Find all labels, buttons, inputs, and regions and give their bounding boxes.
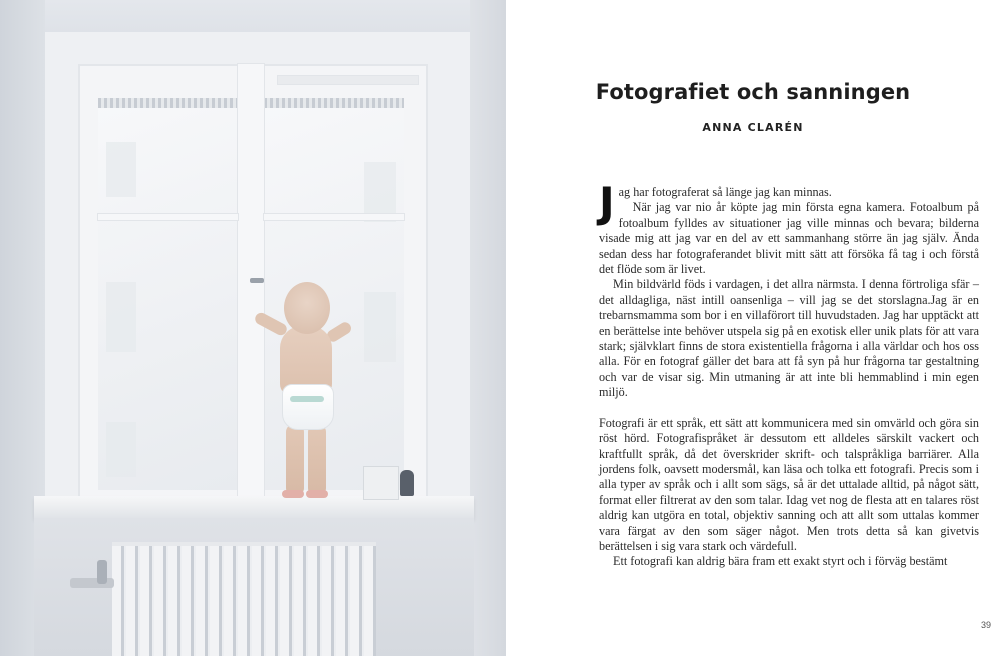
window-handle (250, 278, 264, 283)
paragraph-5: Ett fotografi kan aldrig bära fram ett exakt styrt och i förväg bestämt (613, 554, 948, 569)
baby-head (284, 282, 330, 334)
drop-cap: J (599, 178, 615, 227)
window-latch-bar (278, 76, 418, 84)
paragraph-1-text: ag har fotograferat så länge jag kan minnas. (618, 185, 832, 199)
baby-leg-right (308, 424, 326, 496)
baby-leg-left (286, 424, 304, 496)
paragraph-3: Min bildvärld föds i vardagen, i det allra närmsta. I denna förtroliga sfär – det alldagliga, näst intill oansenliga – vill jag se det storslagna.Jag är en trebarnsmamma som bor i en villaförort till huvudstaden. Jag har upptäckt att en berättelse inte behöver utspela sig på en exotisk eller unik plats för att vara stark; självklart finns de stora existentiella frågorna i alla världar och hos oss alla. För en fotograf gäller det bara att få syn på hur frågorna tar gestaltning och var de visar sig. Min utmaning är att inte bli hemmablind i min egen miljö. (599, 277, 979, 400)
paragraph-2: När jag var nio år köpte jag min första egna kamera. Fotoalbum på fotoalbum fylldes av situationer jag ville minnas och bevara; bilderna visade mig att jag var en del av ett sammanhang större än jag själv. Ända sedan dess har fotograferandet blivit mitt sätt att försöka få tag i och förstå det flöde som är livet. (599, 200, 979, 277)
window-sill (34, 496, 474, 518)
window-transom-right (264, 214, 404, 220)
window-frame (78, 64, 428, 500)
paragraph-1 (599, 178, 979, 227)
figurine (400, 470, 414, 496)
article-body (599, 178, 979, 570)
diaper-band (290, 396, 324, 402)
wall-right (470, 0, 506, 656)
page-number: 39 (981, 620, 992, 630)
baby-diaper (282, 384, 334, 430)
radiator (112, 542, 376, 656)
article-author: ANNA CLARÉN (702, 121, 804, 134)
paragraph-4: Fotografi är ett språk, ett sätt att kommunicera med sin omvärld och göra sin röst hörd. Fotografispråket är dessutom ett alldeles särskilt vackert och kraftfullt språk, då det överskrider skrift- och talspråkliga barriärer. Alla jordens folk, oavsett modersmål, kan läsa och tolka ett fotografi. Precis som i alla typer av språk och i allt som sägs, så är det uttalade alltid, på något sätt, format eller filtrerat av den som talar. Idag vet nog de flesta att en talares röst aldrig kan utgöra en total, objektiv sanning och att allt som uttalas kommer vara färgat av den som säger något. Men trots detta så kan givetvis berättelsen i sig vara stark och värdefull. (599, 415, 979, 553)
baby-foot-left (282, 490, 304, 498)
vent-right (264, 98, 404, 108)
text-page (506, 0, 1000, 656)
window-transom-left (98, 214, 238, 220)
vent-left (98, 98, 238, 108)
window-pane-left (98, 102, 238, 490)
radiator-valve (97, 560, 107, 584)
article-title: Fotografiet och sanningen (595, 80, 911, 104)
baby-foot-right (306, 490, 328, 498)
window-pane-right (264, 102, 404, 490)
small-box (363, 466, 399, 500)
radiator-pipe (70, 578, 114, 588)
